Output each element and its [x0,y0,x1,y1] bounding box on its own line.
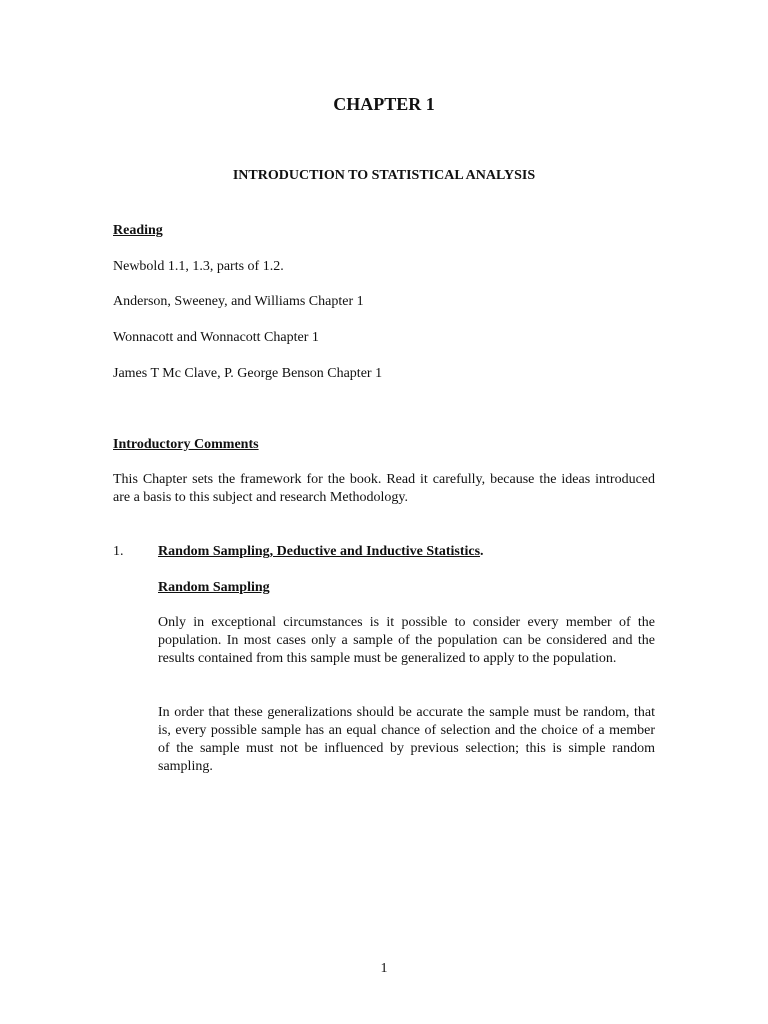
intro-heading: Introductory Comments [113,437,259,452]
random-sampling-heading: Random Sampling [158,580,270,595]
chapter-subtitle: INTRODUCTION TO STATISTICAL ANALYSIS [232,168,536,183]
section-title-text: Random Sampling, Deductive and Inductive Statistics [158,544,481,559]
section-title [158,543,484,561]
section-paragraph: In order that these generalizations should be accurate the sample must be random, that is, every possible sample has an equal chance of selection and the choice of a member of the sample must not be influenced by previous selection; this is simple random sampling. [158,705,655,774]
chapter-title: CHAPTER 1 [333,94,435,114]
reading-heading: Reading [113,223,163,238]
section-title-suffix: . [480,544,484,559]
page-number: 1 [380,961,388,976]
reading-item: Anderson, Sweeney, and Williams Chapter 1 [113,294,364,309]
intro-paragraph: This Chapter sets the framework for the book. Read it carefully, because the ideas introduced are a basis to this subject and research Methodology. [113,472,655,505]
section-number: 1. [113,544,124,559]
section-paragraph: Only in exceptional circumstances is it possible to consider every member of the population. In most cases only a sample of the population can be considered and the results contained from this sample must be generalized to apply to the population. [158,615,655,666]
reading-item: Wonnacott and Wonnacott Chapter 1 [113,330,319,345]
reading-item: Newbold 1.1, 1.3, parts of 1.2. [113,259,284,274]
reading-item: James T Mc Clave, P. George Benson Chapter 1 [113,366,383,381]
